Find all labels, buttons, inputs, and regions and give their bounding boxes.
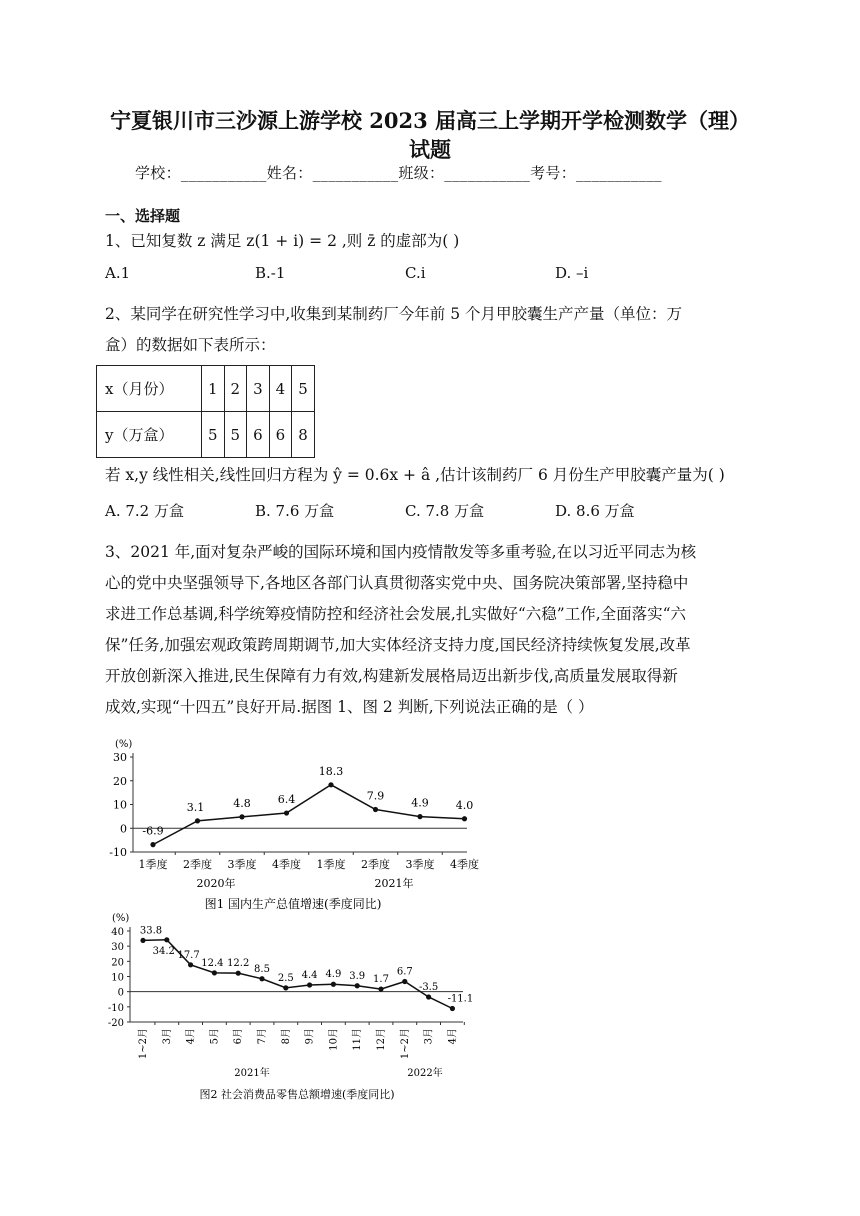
data-label: 1.7 [373,974,389,986]
data-label: -6.9 [142,824,164,838]
y-tick-label: -10 [109,846,127,859]
chart-title: 图1 国内生产总值增速(季度同比) [204,897,382,911]
q1-option-a: A.1 [105,264,131,282]
chart-retail-sales-growth [95,908,475,1108]
table-cell: 4 [269,366,292,412]
x-tick-label: 3月 [161,1028,173,1045]
data-point [140,938,145,943]
data-label: 4.9 [325,969,342,981]
data-point [378,986,383,991]
y-tick-label: 20 [111,957,124,969]
table-cell: 5 [292,366,315,412]
table-cell: 6 [247,412,270,458]
x-tick-label: 1~2月 [399,1028,411,1060]
table-row-header: y（万盒） [97,412,202,458]
table-cell: 6 [269,412,292,458]
q2-regression-text: 若 x,y 线性相关,线性回归方程为 ŷ = 0.6x + â ,估计该制药厂 6 月份生产甲胶囊产量为( ) [105,466,725,484]
x-tick-label: 4季度 [450,858,479,871]
y-tick-label: 20 [113,774,127,788]
data-label: 4.9 [411,796,429,810]
data-label: -3.5 [418,981,439,993]
data-point [328,782,333,787]
table-row [97,366,315,412]
table-cell: 1 [202,366,225,412]
x-tick-label: 8月 [280,1028,292,1045]
x-tick-label: 7月 [257,1028,268,1045]
x-group-label: 2021年 [374,877,414,890]
data-label: 8.5 [254,963,270,975]
data-point [402,979,407,984]
data-label: 4.4 [301,969,318,981]
data-point [450,1006,455,1011]
data-point [236,971,241,976]
y-tick-label: 0 [117,987,124,999]
data-point [355,983,360,988]
data-label: 33.8 [139,925,163,937]
y-tick-label: 30 [111,942,124,954]
x-tick-label: 1~2月 [138,1028,149,1060]
data-point [373,807,378,812]
q3-line: 保”任务,加强宏观政策跨周期调节,加大实体经济支持力度,国民经济持续恢复发展,改革 [105,636,691,654]
data-point [426,994,431,999]
data-label: 17.7 [177,949,200,961]
y-tick-label: 10 [111,972,124,984]
table-cell: 5 [224,412,247,458]
y-tick-label: -10 [107,1002,124,1014]
data-label: 6.4 [277,793,296,807]
data-label: 4.8 [233,796,251,810]
y-tick-label: 30 [113,751,127,764]
x-tick-label: 4月 [185,1028,197,1045]
data-label: 3.1 [186,800,205,814]
data-point [417,814,422,819]
data-label: 12.4 [201,957,224,969]
student-info-line: 学校：___________姓名：___________班级：___________考号：___________ [135,164,662,182]
x-tick-label: 1季度 [316,858,346,871]
data-point [150,842,155,847]
x-tick-label: 10月 [328,1028,340,1051]
x-tick-label: 3季度 [227,858,257,871]
data-label: 4.0 [455,798,474,812]
section-heading: 一、选择题 [105,207,181,225]
q3-line: 求进工作总基调,科学统筹疫情防控和经济社会发展,扎实做好“六稳”工作,全面落实“六 [105,605,687,623]
data-label: 34.2 [152,945,175,957]
q3-line: 心的党中央坚强领导下,各地区各部门认真贯彻落实党中央、国务院决策部署,坚持稳中 [105,574,689,592]
table-cell: 5 [202,412,225,458]
series-line [153,785,465,845]
q2-stem-line2: 盒）的数据如下表所示： [105,336,276,354]
data-point [331,982,336,987]
q3-line: 3、2021 年,面对复杂严峻的国际环境和国内疫情散发等多重考验,在以习近平同志为核 [105,543,697,561]
y-axis-unit-label: (%) [115,739,133,750]
q1-option-d: D. –i [555,264,589,282]
q1-option-b: B.-1 [255,264,286,282]
data-point [283,985,288,990]
data-label: 12.2 [227,958,250,970]
data-point [239,814,244,819]
x-group-label: 2021年 [234,1068,270,1079]
chart-title: 图2 社会消费品零售总额增速(季度同比) [199,1088,395,1101]
data-label: 6.7 [396,966,413,978]
x-tick-label: 12月 [376,1028,387,1051]
data-label: 7.9 [366,789,385,803]
page-title-continued: 试题 [409,137,451,162]
q1-option-c: C.i [405,264,426,282]
y-axis-unit-label: (%) [112,913,130,924]
y-tick-label: -20 [107,1018,124,1029]
x-tick-label: 4月 [447,1028,459,1045]
table-row [97,412,315,458]
q3-line: 开放创新深入推进,民生保障有力有效,构建新发展格局迈出新步伐,高质量发展取得新 [105,667,678,685]
x-tick-label: 1季度 [138,858,168,871]
page-title: 宁夏银川市三沙源上游学校 2023 届高三上学期开学检测数学（理） [109,108,751,133]
table-row-header: x（月份） [97,366,202,412]
data-point [164,937,169,942]
data-point [188,962,193,967]
data-label: -11.1 [447,993,474,1005]
data-label: 2.5 [277,972,294,984]
x-group-label: 2022年 [407,1068,443,1079]
x-tick-label: 2季度 [361,858,390,871]
q2-stem-line1: 2、某同学在研究性学习中,收集到某制药厂今年前 5 个月甲胶囊生产产量（单位：万 [105,305,683,323]
table-cell: 8 [292,412,315,458]
x-tick-label: 3季度 [405,858,435,871]
table-cell: 3 [247,366,270,412]
y-tick-label: 40 [111,927,124,938]
data-point [259,976,264,981]
x-tick-label: 3月 [423,1028,435,1045]
data-point [462,816,467,821]
x-tick-label: 11月 [352,1028,364,1051]
q1-stem: 1、已知复数 z 满足 z(1 + i) = 2 ,则 z̄ 的虚部为( ) [105,232,460,250]
q2-option-b: B. 7.6 万盒 [255,502,335,520]
q3-line: 成效,实现“十四五”良好开局.据图 1、图 2 判断,下列说法正确的是（ ） [105,698,594,716]
q2-option-a: A. 7.2 万盒 [105,502,184,520]
q2-option-c: C. 7.8 万盒 [405,502,485,520]
data-table [96,365,315,458]
data-point [212,970,217,975]
data-point [195,818,200,823]
data-point [307,982,312,987]
data-label: 18.3 [318,764,344,778]
data-point [284,810,289,815]
x-tick-label: 5月 [209,1028,221,1045]
y-tick-label: 0 [120,822,127,836]
table-cell: 2 [224,366,247,412]
x-group-label: 2020年 [196,877,236,890]
x-tick-label: 6月 [233,1028,245,1045]
x-tick-label: 2季度 [183,858,212,871]
data-label: 3.9 [349,970,366,982]
chart-gdp-growth [95,732,485,912]
x-tick-label: 4季度 [272,858,301,871]
q2-option-d: D. 8.6 万盒 [555,502,635,520]
y-tick-label: 10 [113,798,127,812]
x-tick-label: 9月 [304,1028,316,1045]
